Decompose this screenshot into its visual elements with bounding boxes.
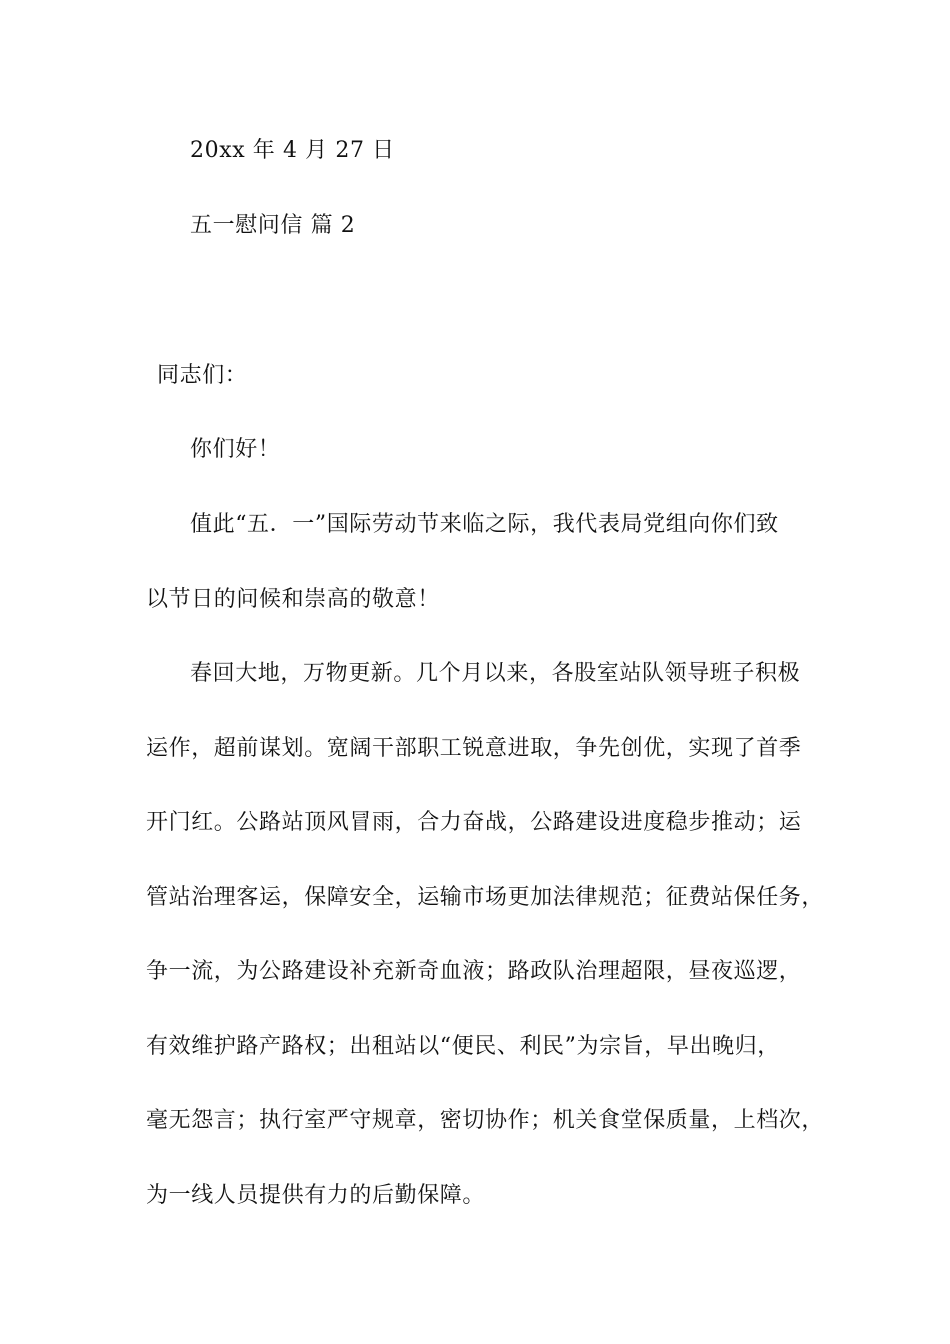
- letter-date: 20xx 年 4 月 27 日: [190, 138, 395, 163]
- paragraph-line: 毫无怨言；执行室严守规章，密切协作；机关食堂保质量，上档次，: [146, 1108, 825, 1133]
- paragraph-line: 争一流，为公路建设补充新奇血液；路政队治理超限，昼夜巡逻，: [146, 959, 802, 984]
- paragraph-line: 值此“五．一”国际劳动节来临之际，我代表局党组向你们致: [190, 512, 779, 537]
- greeting: 你们好！: [190, 437, 281, 462]
- paragraph-line: 以节日的问候和崇高的敬意！: [146, 587, 440, 612]
- salutation: 同志们：: [157, 363, 248, 388]
- paragraph-line: 运作，超前谋划。宽阔干部职工锐意进取，争先创优，实现了首季: [146, 736, 802, 761]
- paragraph-line: 春回大地，万物更新。几个月以来，各股室站队领导班子积极: [190, 661, 801, 686]
- paragraph-line: 有效维护路产路权；出租站以“便民、利民”为宗旨，早出晚归，: [146, 1034, 780, 1059]
- letter-heading: 五一慰问信 篇 2: [190, 213, 356, 238]
- paragraph-line: 管站治理客运，保障安全，运输市场更加法律规范；征费站保任务，: [146, 885, 825, 910]
- paragraph-line: 为一线人员提供有力的后勤保障。: [146, 1183, 486, 1208]
- paragraph-line: 开门红。公路站顶风冒雨，合力奋战，公路建设进度稳步推动；运: [146, 810, 802, 835]
